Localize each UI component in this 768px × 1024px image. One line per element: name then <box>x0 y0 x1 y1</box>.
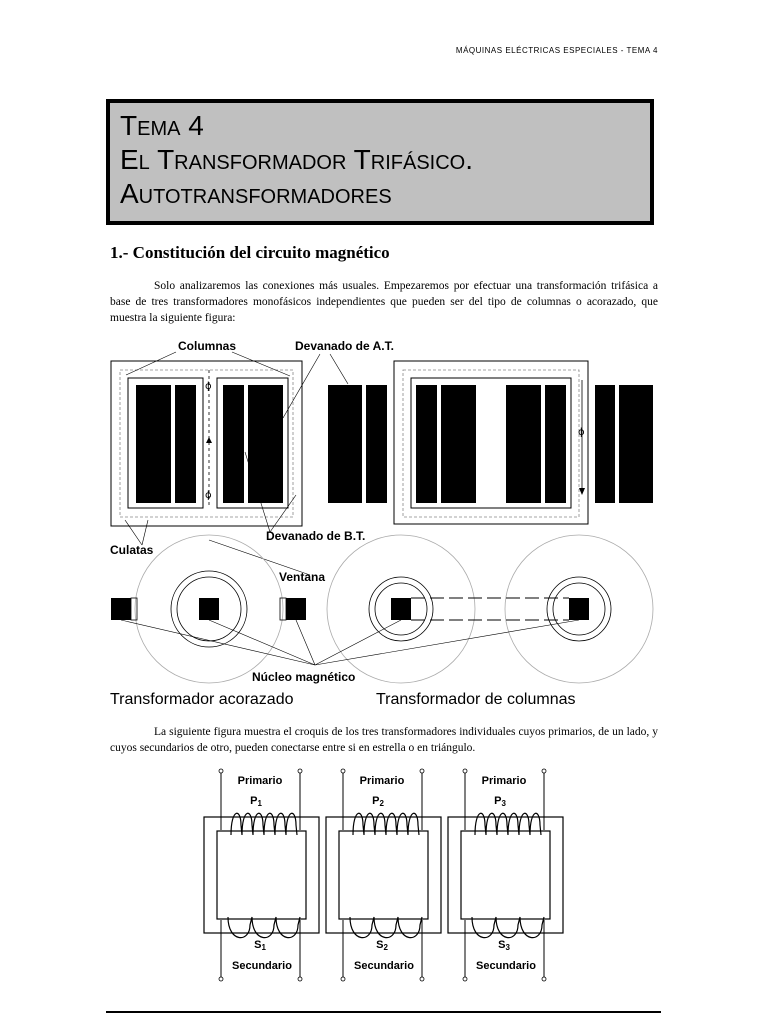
column-core-side <box>327 535 653 683</box>
secondary-label: Secundario <box>232 960 292 972</box>
caption-columnas: Transformador de columnas <box>376 691 576 708</box>
primary-label: Primario <box>237 775 283 787</box>
primary-label: Primario <box>359 775 405 787</box>
core-outer <box>204 817 319 933</box>
primary-coil <box>231 813 297 835</box>
title-line-2: El Transformador Trifásico. <box>120 144 474 175</box>
secondary-symbol: S2 <box>376 939 388 952</box>
secondary-label: Secundario <box>354 960 414 972</box>
core-window <box>339 831 428 919</box>
primary-coil <box>475 813 541 835</box>
flux-symbol: ϕ <box>578 427 585 438</box>
paragraph-2 <box>110 724 658 756</box>
flux-symbol: ϕ <box>205 490 212 501</box>
terminal <box>298 769 302 773</box>
transformer-2 <box>326 769 441 981</box>
terminal <box>542 977 546 981</box>
transformer-3 <box>448 769 563 981</box>
secondary-symbol: S3 <box>498 939 510 952</box>
secondary-coil <box>228 917 300 938</box>
label-columnas: Columnas <box>178 339 237 353</box>
primary-symbol: P1 <box>250 795 262 808</box>
terminal <box>420 769 424 773</box>
footer-rule <box>106 1011 661 1013</box>
core-window <box>217 831 306 919</box>
caption-acorazado: Transformador acorazado <box>110 691 294 708</box>
shell-core-side <box>111 535 306 683</box>
label-nucleo: Núcleo magnético <box>252 670 356 684</box>
title-line-3: Autotransformadores <box>120 178 392 209</box>
paragraph-1-text: Solo analizaremos las conexiones más usuales. Empezaremos por efectuar una transformación trifásica a base de tres transformadores monofásicos independientes que pueden ser del tipo de columnas o acorazado, que muestra la siguiente figura: <box>110 280 658 324</box>
terminal <box>298 977 302 981</box>
primary-coil <box>353 813 419 835</box>
core-window <box>461 831 550 919</box>
label-devanado-at: Devanado de A.T. <box>295 339 394 353</box>
secondary-label: Secundario <box>476 960 536 972</box>
terminal <box>463 977 467 981</box>
transformer-1 <box>204 769 319 981</box>
primary-symbol: P3 <box>494 795 506 808</box>
terminal <box>341 769 345 773</box>
terminal <box>420 977 424 981</box>
secondary-coil <box>472 917 544 938</box>
paragraph-2-text: La siguiente figura muestra el croquis de los tres transformadores individuales cuyos primarios, de un lado, y cuyos secundarios de otro, pueden conectarse entre si en estrella o en triángulo. <box>110 726 658 754</box>
column-core-top <box>394 361 588 524</box>
primary-label: Primario <box>481 775 527 787</box>
terminal <box>463 769 467 773</box>
label-culatas: Culatas <box>110 543 154 557</box>
terminal <box>219 977 223 981</box>
label-ventana: Ventana <box>279 570 326 584</box>
flux-symbol: ϕ <box>205 381 212 392</box>
terminal <box>542 769 546 773</box>
title-line-1: Tema 4 <box>120 110 204 141</box>
shell-core-top <box>111 361 302 526</box>
section-heading: 1.- Constitución del circuito magnético <box>110 243 390 262</box>
running-header: MÁQUINAS ELÉCTRICAS ESPECIALES - TEMA 4 <box>455 46 658 55</box>
label-devanado-bt: Devanado de B.T. <box>266 529 366 543</box>
primary-symbol: P2 <box>372 795 384 808</box>
core-outer <box>326 817 441 933</box>
terminal <box>341 977 345 981</box>
terminal <box>219 769 223 773</box>
secondary-coil <box>350 917 422 938</box>
core-outer <box>448 817 563 933</box>
secondary-symbol: S1 <box>254 939 266 952</box>
